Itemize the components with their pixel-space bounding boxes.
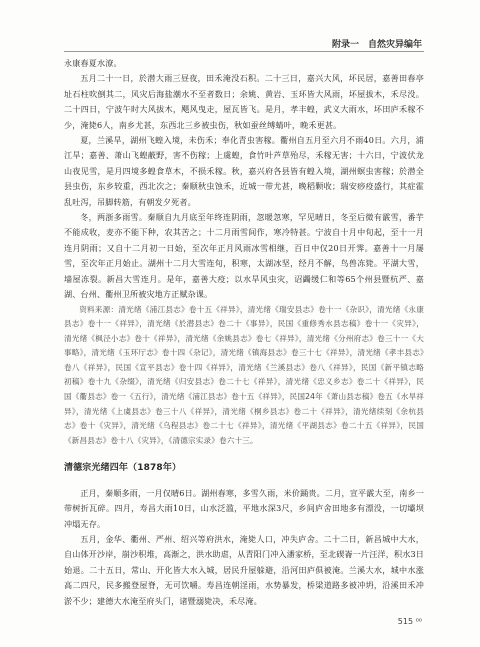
- section-title: 清德宗光绪四年（1878年）: [64, 463, 182, 474]
- paragraph-2: 五月二十一日，於潜大雨三昼夜，田禾淹没石积。二十三日，嘉兴大风，坏民居，嘉善田春亭址石柱吹倒其二，风灾后海盐潮水不至者数日；余姚、黄岩、玉环皆大风雨，坏屋拔木，禾尽没。二十四日，宁波午时大风拔木，飓风曳走，屋瓦皆飞。是月，孝丰蝗，武义大雨水，坏田庐禾稼不少，淹毙6人，南乡尤甚，东西北三乡被虫伤，秋如蚕丝缚蜻叶，晚禾更甚。: [64, 73, 424, 130]
- header-rule: [64, 51, 424, 52]
- paragraph-3: 夏，兰溪旱，湖州飞蝗入境，未伤禾；奉化青虫害稼。衢州自五月至六月不雨40日。六月，浦江旱；嘉善、萧山飞蝗蔽野，害不伤稼；上虞蝗，食竹叶芦草殆尽，禾稼无害；十六日，宁波伏龙山夜见雪，是月四境多蝗食草木，不损禾稼。秋，嘉兴府各县皆有蝗入境，湖州螟虫害稼；於潜全县虫伤，东乡较重，西北次之；秦顺秋虫蚀禾，近城一带尤甚，晚稻颗收；瑞安痧疫盛行，其症霍乱吐泻，吊脚转筋，有朝发夕死者。: [64, 135, 424, 207]
- sources-note: 资料来源：清光绪《浦江县志》卷十五《祥异》，清光绪《瑞安县志》卷十一《杂识》，清光绪《永康县志》卷十一《祥异》，清光绪《於潜县志》卷二十《事异》，民国《重修秀水县志稿》卷十一《灾异》，清光绪《枫泾小志》卷十《祥异》，清光绪《余姚县志》卷七《祥异》，清光绪《分州府志》卷三十一《大事略》，清光绪《玉环厅志》卷十四《杂记》，清光绪《镇海县志》卷三十七《祥异》，清光绪《孝丰县志》卷八《祥异》，民国《宣平县志》卷十四《祥异》，清光绪《兰溪县志》卷八《祥异》，民国《新平镇志略初稿》卷十九《杂缀》，清光绪《归安县志》卷二十七《祥异》，清光绪《忠义乡志》卷二十《祥异》，民国《衢县志》卷一《五行》，清光绪《浦江县志》卷十五《祥异》，民国24年《萧山县志稿》卷五《水旱祥异》，清光绪《上虞县志》卷三十八《祥异》，清光绪《桐乡县志》卷二十《祥异》，清光绪续刻《余杭县志》卷十《灾异》，清光绪《乌程县志》卷二十七《祥异》，清光绪《平湖县志》卷二十五《祥异》，民国《新昌县志》卷十八《灾异》，《清德宗实录》卷六十三。: [64, 304, 424, 445]
- page-content: [64, 56, 424, 609]
- paragraph-5: 正月，秦顺多雨，一月仅晴6日。湖州春寒，多雪久雨，米价踊贵。二月，宣平霰大至，南乡一带树折瓦碎。四月，寿昌大雨10日，山水泛滥，平地水深3尺，乡间庐舍田地多有漂没，一切壩坝冲塌无存。: [64, 487, 424, 529]
- paragraph-4: 冬，两浙多雨雪。秦顺自九月底至年终连阴雨，忽暖忽寒，罕见晴日，冬至后微有霰雪，番芋不能成收，麦亦不能下种，农其苦之；十二月雨雪间作，寒冷特甚。宁波自十月中旬起，至十一月连月阴雨；又自十二月初一日始，至次年正月风雨冰雪相继，百日中仅20日开霁。嘉善十一月屡雪，至次年正月始止。湖州十二月大雪连旬，积寒，太湖冰坚，经月不解，鸟兽冻毙。平湖大雪，墙屋冻裂。新昌大雪连月。是年，嘉善大疫；以水旱风虫灾，诏蠲缓仁和等65个州县暨杭严、嘉湖、台州、衢州卫所被灾地方正赋杂课。: [64, 212, 424, 300]
- paragraph-1: 永康春夏水潦。: [64, 58, 122, 68]
- paragraph-6: 五月，金华、衢州、严州、绍兴等府洪水，淹毙人口，冲失庐舍。二十二日，新昌城中大水，自山体开沙岸，崩沙积堆，高渐之，洪水助虐，从青阳门冲入潘家桥，至北碶崙一片汪洋，积水3日始退。二十五日，常山、开化皆大水入城，居民升屋躲避，沿河田庐俱被淹。兰溪大水，城中水涨高二四尺，民多搬登屋脊，无可饮嚼。寿昌连朝淫雨，水势暴发，桥梁道路多被冲坍，沿溪田禾冲淤不少；建德大水淹至府头门，诸暨溺毙决，禾尽淹。: [64, 534, 424, 606]
- running-header-title: 附录一 自然灾异编年: [331, 40, 422, 50]
- page-number: 515 ⁰⁰: [397, 617, 422, 626]
